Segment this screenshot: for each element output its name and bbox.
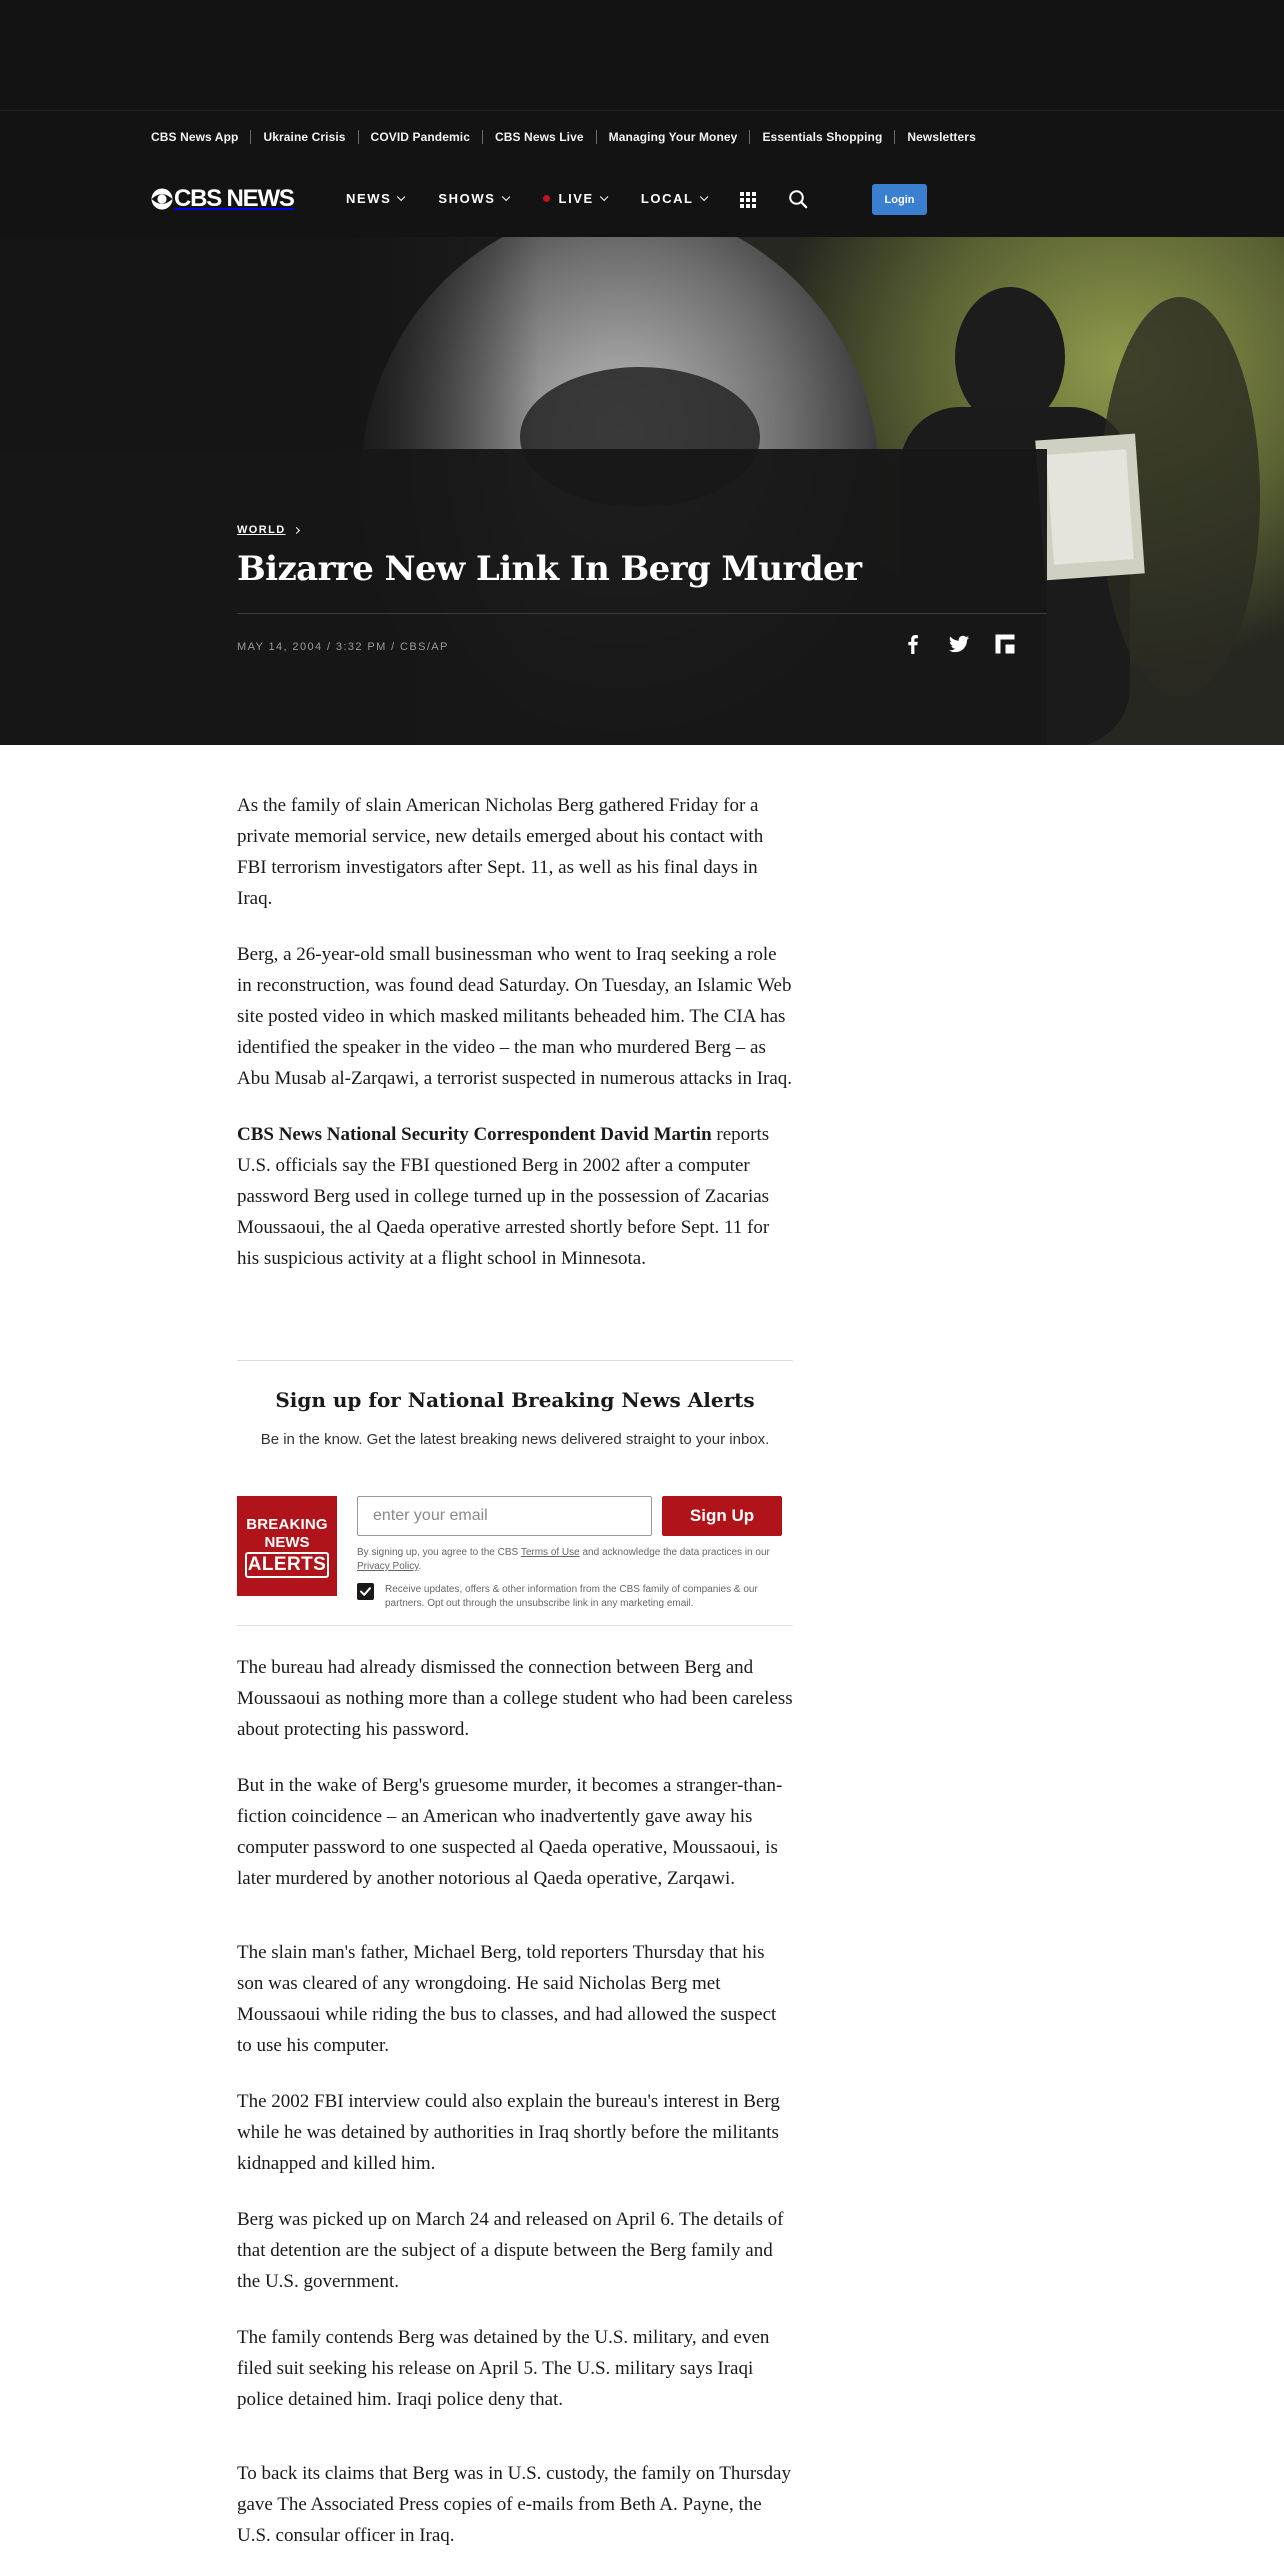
article-paragraph: The slain man's father, Michael Berg, told reporters Thursday that his son was cleared of any wrongdoing. He said Nicholas Berg met Moussaoui while riding the bus to classes, and had allowed the suspect to use his computer.: [237, 1942, 777, 2056]
legal-text: By signing up, you agree to the CBS: [357, 1547, 521, 1558]
checkmark-icon: [357, 1583, 374, 1600]
badge-text: ALERTS: [247, 1554, 327, 1575]
chevron-down-icon: [397, 192, 405, 200]
trending-link-covid-pandemic[interactable]: COVID Pandemic: [370, 130, 470, 144]
article-hero: [0, 237, 1284, 745]
trending-link-newsletters[interactable]: Newsletters: [907, 130, 976, 144]
nav-item-live[interactable]: [543, 191, 605, 206]
article-paragraph: [237, 1119, 793, 1274]
signup-legal-text: [357, 1546, 797, 1574]
nav-item-label: LOCAL: [640, 191, 694, 206]
chevron-down-icon: [600, 192, 608, 200]
nav-item-local[interactable]: [641, 191, 705, 206]
newsletter-title: Sign up for National Breaking News Alerts: [275, 1388, 755, 1412]
nav-item-label: NEWS: [346, 191, 392, 206]
divider: [237, 613, 1047, 614]
nav-item-shows[interactable]: [438, 191, 506, 206]
divider: [237, 1360, 793, 1361]
cbs-eye-icon: [151, 188, 173, 210]
nav-item-news[interactable]: [346, 191, 402, 206]
cbs-news-logo[interactable]: [151, 187, 294, 211]
facebook-icon[interactable]: [902, 633, 924, 655]
article-paragraph: The bureau had already dismissed the connection between Berg and Moussaoui as nothing more than a college student who had been careless about protecting his password.: [237, 1657, 793, 1740]
correspondent-credit: CBS News National Security Correspondent David Martin: [237, 1124, 712, 1145]
live-dot-icon: [543, 195, 550, 202]
terms-of-use-link[interactable]: Terms of Use: [520, 1547, 580, 1558]
trending-link-ukraine-crisis[interactable]: Ukraine Crisis: [263, 130, 346, 144]
article-body: [237, 790, 793, 1274]
divider: [237, 1625, 793, 1626]
badge-text: BREAKING: [246, 1516, 328, 1533]
chevron-down-icon: [699, 192, 707, 200]
category-link[interactable]: [237, 524, 299, 536]
divider: [894, 130, 895, 144]
badge-text: NEWS: [264, 1534, 310, 1551]
breaking-news-alerts-badge: [237, 1496, 337, 1596]
trending-link-essentials-shopping[interactable]: Essentials Shopping: [762, 130, 883, 144]
article-paragraph: Berg, a 26-year-old small businessman who went to Iraq seeking a role in reconstruction, was found dead Saturday. On Tuesday, an Islamic Web site posted video in which masked militants beheaded him. The CIA has identified the speaker in the video – the man who murdered Berg – as Abu Musab al-Zarqawi, a terrorist suspected in numerous attacks in Iraq.: [237, 944, 793, 1089]
main-navigation: [0, 167, 1284, 237]
article-paragraph: The family contends Berg was detained by the U.S. military, and even filed suit seeking his release on April 5. The U.S. military says Iraqi police detained him. Iraqi police deny that.: [237, 2327, 770, 2410]
article-headline: Bizarre New Link In Berg Murder: [237, 549, 862, 589]
divider: [482, 130, 483, 144]
email-field[interactable]: [357, 1496, 652, 1536]
twitter-icon[interactable]: [948, 633, 970, 655]
newsletter-description: Be in the know. Get the latest breaking news delivered straight to your inbox.: [260, 1431, 770, 1448]
article-paragraph: The 2002 FBI interview could also explain the bureau's interest in Berg while he was detained by authorities in Iraq shortly before the militants kidnapped and killed him.: [237, 2091, 780, 2174]
chevron-down-icon: [501, 192, 509, 200]
trending-link-cbs-news-live[interactable]: CBS News Live: [494, 130, 584, 144]
nav-item-label: SHOWS: [438, 191, 496, 206]
trending-link-managing-your-money[interactable]: Managing Your Money: [608, 130, 738, 144]
trending-links-bar: [0, 111, 1284, 167]
article-byline: MAY 14, 2004 / 3:32 PM / CBS/AP: [237, 641, 449, 653]
hero-headline-panel: [0, 449, 1047, 745]
flipboard-icon[interactable]: [994, 633, 1016, 655]
divider: [358, 130, 359, 144]
ad-banner-area: [0, 0, 1284, 110]
article-paragraph: To back its claims that Berg was in U.S. custody, the family on Thursday gave The Associated Press copies of e-mails from Beth A. Payne, the U.S. consular officer in Iraq.: [237, 2463, 791, 2546]
paragraph-text: reports U.S. officials say the FBI questioned Berg in 2002 after a computer password Berg used in college turned up in the possession of Zacarias Moussaoui, the al Qaeda operative arrested shortly before Sept. 11 for his suspicious activity at a flight school in Minnesota.: [237, 1124, 770, 1269]
apps-grid-icon[interactable]: [740, 192, 756, 208]
sign-up-button[interactable]: Sign Up: [662, 1496, 782, 1536]
divider: [749, 130, 750, 144]
trending-link-cbs-news-app[interactable]: CBS News App: [151, 130, 239, 144]
opt-in-label: Receive updates, offers & other information from the CBS family of companies & our partners. Opt out through the unsubscribe link in any marketing email.: [385, 1584, 758, 1609]
chevron-right-icon: [293, 526, 300, 533]
search-icon[interactable]: [788, 189, 808, 209]
divider: [596, 130, 597, 144]
article-paragraph: Berg was picked up on March 24 and released on April 6. The details of that detention are the subject of a dispute between the Berg family and the U.S. government.: [237, 2209, 784, 2292]
logo-wordmark: CBS NEWS: [174, 185, 294, 212]
nav-item-label: LIVE: [558, 191, 594, 206]
nav-menu: [346, 191, 741, 206]
login-button[interactable]: Login: [872, 184, 927, 215]
marketing-opt-in-checkbox[interactable]: [357, 1583, 374, 1600]
article-body-continued: [237, 1652, 793, 2551]
legal-text: .: [418, 1561, 422, 1572]
privacy-policy-link[interactable]: Privacy Policy: [357, 1561, 419, 1572]
legal-text: and acknowledge the data practices in our: [579, 1547, 770, 1558]
divider: [250, 130, 251, 144]
category-label: WORLD: [237, 524, 286, 536]
article-paragraph: But in the wake of Berg's gruesome murder, it becomes a stranger-than-fiction coincidence – an American who inadvertently gave away his computer password to one suspected al Qaeda operative, Moussaoui, is later murdered by another notorious al Qaeda operative, Zarqawi.: [237, 1775, 783, 1889]
article-paragraph: As the family of slain American Nicholas Berg gathered Friday for a private memorial service, new details emerged about his contact with FBI terrorism investigators after Sept. 11, as well as his final days in Iraq.: [237, 795, 764, 909]
